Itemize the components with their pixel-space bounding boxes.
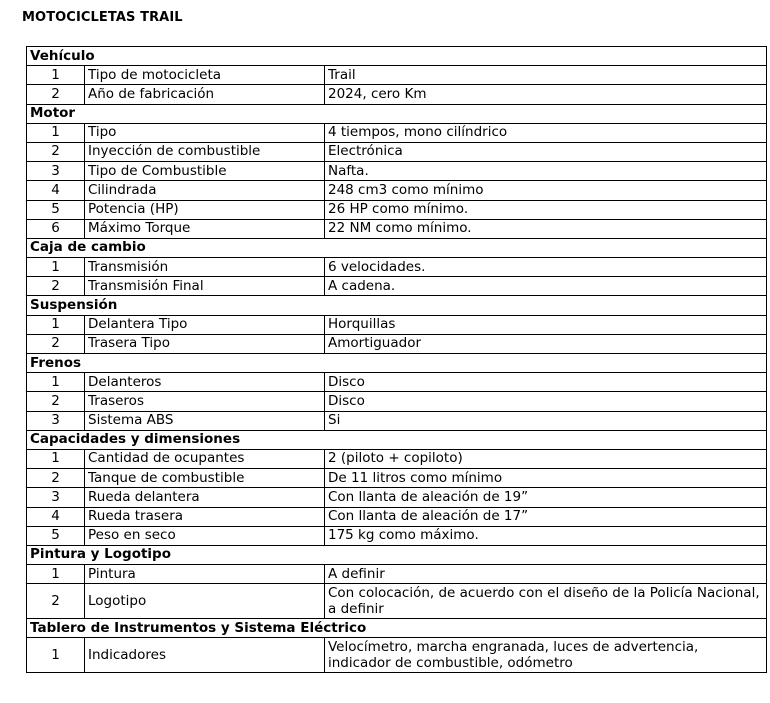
row-item: Tipo de motocicleta <box>85 66 325 85</box>
row-item: Tipo de Combustible <box>85 162 325 181</box>
spec-table <box>26 46 767 673</box>
table-row <box>27 411 767 430</box>
row-item: Potencia (HP) <box>85 200 325 219</box>
row-item: Máximo Torque <box>85 219 325 238</box>
section-header-row <box>27 296 767 315</box>
row-number: 2 <box>27 85 85 104</box>
row-number: 1 <box>27 315 85 334</box>
table-row <box>27 584 767 619</box>
row-number: 3 <box>27 411 85 430</box>
row-number: 2 <box>27 584 85 619</box>
table-row <box>27 315 767 334</box>
row-value: 2024, cero Km <box>325 85 767 104</box>
section-header-row <box>27 104 767 123</box>
row-item: Transmisión Final <box>85 277 325 296</box>
row-number: 2 <box>27 334 85 353</box>
row-value: 175 kg como máximo. <box>325 526 767 545</box>
row-item: Pintura <box>85 565 325 584</box>
section-header: Tablero de Instrumentos y Sistema Eléctrico <box>27 619 767 638</box>
table-row <box>27 373 767 392</box>
table-row <box>27 200 767 219</box>
row-number: 1 <box>27 565 85 584</box>
row-item: Rueda trasera <box>85 507 325 526</box>
section-header: Pintura y Logotipo <box>27 545 767 564</box>
row-value: 26 HP como mínimo. <box>325 200 767 219</box>
row-value: Si <box>325 411 767 430</box>
section-header-row <box>27 238 767 257</box>
row-item: Cilindrada <box>85 181 325 200</box>
row-item: Inyección de combustible <box>85 142 325 161</box>
row-value: Con colocación, de acuerdo con el diseño de la Policía Nacional, a definir <box>325 584 767 619</box>
row-value: Horquillas <box>325 315 767 334</box>
row-value: Nafta. <box>325 162 767 181</box>
row-number: 4 <box>27 181 85 200</box>
section-header-row <box>27 619 767 638</box>
row-item: Año de fabricación <box>85 85 325 104</box>
row-item: Delantera Tipo <box>85 315 325 334</box>
row-value: Disco <box>325 392 767 411</box>
table-row <box>27 469 767 488</box>
row-value: Con llanta de aleación de 19” <box>325 488 767 507</box>
table-row <box>27 181 767 200</box>
row-item: Indicadores <box>85 638 325 673</box>
row-number: 1 <box>27 373 85 392</box>
table-row <box>27 526 767 545</box>
row-item: Rueda delantera <box>85 488 325 507</box>
table-row <box>27 162 767 181</box>
row-number: 5 <box>27 200 85 219</box>
row-number: 6 <box>27 219 85 238</box>
row-item: Trasera Tipo <box>85 334 325 353</box>
row-item: Transmisión <box>85 258 325 277</box>
row-value: A definir <box>325 565 767 584</box>
row-value: Trail <box>325 66 767 85</box>
row-value: A cadena. <box>325 277 767 296</box>
row-item: Tipo <box>85 123 325 142</box>
section-header-row <box>27 354 767 373</box>
table-row <box>27 449 767 468</box>
row-value: 22 NM como mínimo. <box>325 219 767 238</box>
row-item: Sistema ABS <box>85 411 325 430</box>
document-title: MOTOCICLETAS TRAIL <box>22 10 183 25</box>
row-value: 2 (piloto + copiloto) <box>325 449 767 468</box>
table-row <box>27 85 767 104</box>
table-row <box>27 507 767 526</box>
table-row <box>27 123 767 142</box>
section-header: Frenos <box>27 354 767 373</box>
row-value: 4 tiempos, mono cilíndrico <box>325 123 767 142</box>
table-row <box>27 334 767 353</box>
row-value: Electrónica <box>325 142 767 161</box>
row-number: 2 <box>27 277 85 296</box>
table-row <box>27 219 767 238</box>
row-number: 1 <box>27 449 85 468</box>
row-number: 1 <box>27 638 85 673</box>
table-row <box>27 277 767 296</box>
section-header: Suspensión <box>27 296 767 315</box>
row-item: Delanteros <box>85 373 325 392</box>
row-number: 3 <box>27 488 85 507</box>
section-header: Vehículo <box>27 47 767 66</box>
section-header-row <box>27 47 767 66</box>
row-number: 5 <box>27 526 85 545</box>
row-value: Velocímetro, marcha engranada, luces de advertencia, indicador de combustible, odómetro <box>325 638 767 673</box>
row-item: Tanque de combustible <box>85 469 325 488</box>
row-number: 2 <box>27 142 85 161</box>
row-number: 2 <box>27 392 85 411</box>
row-number: 4 <box>27 507 85 526</box>
row-number: 2 <box>27 469 85 488</box>
section-header: Caja de cambio <box>27 238 767 257</box>
section-header-row <box>27 545 767 564</box>
row-number: 1 <box>27 258 85 277</box>
row-value: Disco <box>325 373 767 392</box>
row-value: Amortiguador <box>325 334 767 353</box>
table-row <box>27 488 767 507</box>
row-item: Traseros <box>85 392 325 411</box>
table-row <box>27 638 767 673</box>
table-row <box>27 258 767 277</box>
row-value: 6 velocidades. <box>325 258 767 277</box>
row-value: Con llanta de aleación de 17” <box>325 507 767 526</box>
table-row <box>27 392 767 411</box>
row-item: Cantidad de ocupantes <box>85 449 325 468</box>
row-item: Peso en seco <box>85 526 325 545</box>
table-row <box>27 66 767 85</box>
row-number: 1 <box>27 66 85 85</box>
section-header-row <box>27 430 767 449</box>
row-value: De 11 litros como mínimo <box>325 469 767 488</box>
row-number: 3 <box>27 162 85 181</box>
table-row <box>27 142 767 161</box>
row-number: 1 <box>27 123 85 142</box>
section-header: Motor <box>27 104 767 123</box>
row-item: Logotipo <box>85 584 325 619</box>
table-row <box>27 565 767 584</box>
section-header: Capacidades y dimensiones <box>27 430 767 449</box>
row-value: 248 cm3 como mínimo <box>325 181 767 200</box>
